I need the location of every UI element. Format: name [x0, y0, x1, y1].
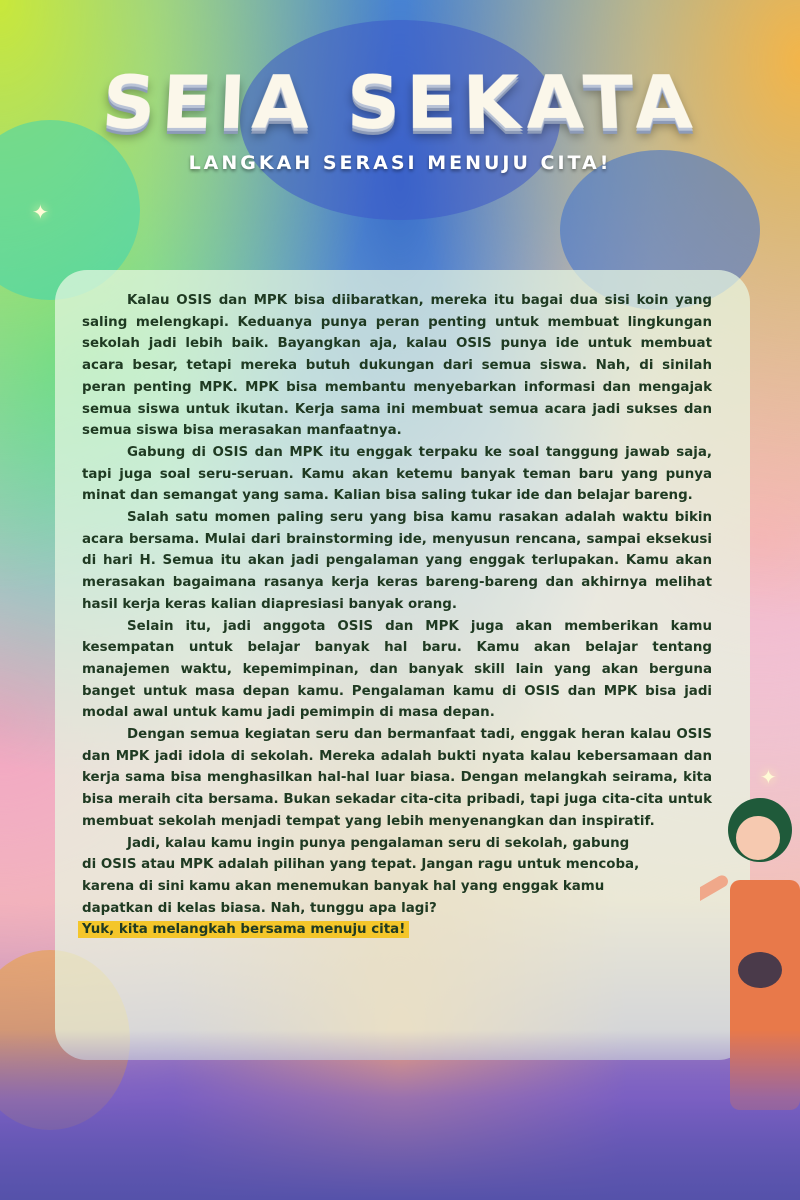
butterfly-icon: ✦	[32, 200, 49, 224]
poster-title: SEIA SEKATA	[99, 60, 701, 147]
paragraph-1: Kalau OSIS dan MPK bisa diibaratkan, mereka itu bagai dua sisi koin yang saling melengkapi. Keduanya punya peran penting untuk membuat lingkungan sekolah jadi lebih baik. Bayangkan aja, kalau OSIS punya ide untuk membuat acara besar, tetapi mereka butuh dukungan dari semua siswa. Nah, di sinilah peran penting MPK. MPK bisa membantu menyebarkan informasi dan mengajak semua siswa untuk ikutan. Kerja sama ini membuat semua acara jadi sukses dan semua siswa bisa merasakan manfaatnya.	[82, 293, 712, 439]
grass-decoration	[0, 1030, 800, 1200]
header	[0, 60, 800, 174]
butterfly-icon: ✦	[760, 765, 777, 789]
paragraph-2: Gabung di OSIS dan MPK itu enggak terpaku ke soal tanggung jawab saja, tapi juga soal seru-seruan. Kamu akan ketemu banyak teman baru yang punya minat dan semangat yang sama. Kalian bisa saling tukar ide dan belajar bareng.	[82, 444, 712, 504]
article-body	[82, 290, 712, 941]
paragraph-6: Jadi, kalau kamu ingin punya pengalaman seru di sekolah, gabung di OSIS atau MPK adalah pilihan yang tepat. Jangan ragu untuk mencoba, karena di sini kamu akan menemukan banyak hal yang enggak kamu dapatkan di kelas biasa. Nah, tunggu apa lagi?	[82, 835, 640, 916]
paragraph-5: Dengan semua kegiatan seru dan bermanfaat tadi, enggak heran kalau OSIS dan MPK jadi idola di sekolah. Mereka adalah bukti nyata kalau kebersamaan dan kerja sama bisa menghasilkan hal-hal luar biasa. Dengan melangkah seirama, kita bisa meraih cita bersama. Bukan sekadar cita-cita pribadi, tapi juga cita-cita untuk membuat sekolah menjadi tempat yang lebih menyenangkan dan inspiratif.	[82, 727, 712, 829]
poster-subtitle: LANGKAH SERASI MENUJU CITA!	[188, 152, 612, 174]
closing-highlight: Yuk, kita melangkah bersama menuju cita!	[78, 921, 409, 938]
paragraph-4: Selain itu, jadi anggota OSIS dan MPK juga akan memberikan kamu kesempatan untuk belajar banyak hal baru. Kamu akan belajar tentang manajemen waktu, kepemimpinan, dan banyak skill lain yang akan berguna banget untuk masa depan kamu. Pengalaman kamu di OSIS dan MPK bisa jadi modal awal untuk kamu jadi pemimpin di masa depan.	[82, 618, 712, 721]
paragraph-3: Salah satu momen paling seru yang bisa kamu rasakan adalah waktu bikin acara bersama. Mulai dari brainstorming ide, menyusun rencana, sampai eksekusi di hari H. Semua itu akan jadi pengalaman yang enggak terlupakan. Kamu akan merasakan bagaimana rasanya kerja keras bareng-bareng dan akhirnya melihat hasil kerja keras kalian diapresiasi banyak orang.	[82, 510, 712, 612]
